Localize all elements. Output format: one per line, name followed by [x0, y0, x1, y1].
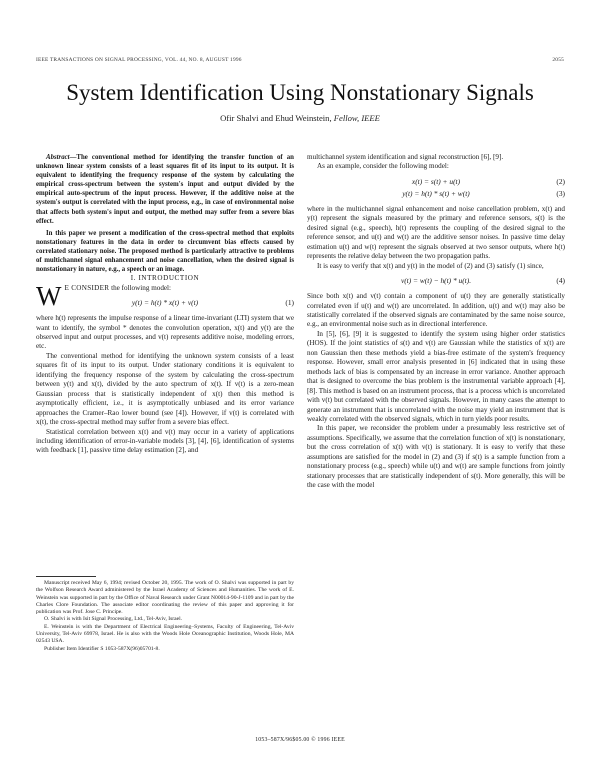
equation-1-expression: y(t) = h(t) * x(t) + v(t) [131, 298, 199, 308]
copyright-line: 1053–587X/96$05.00 © 1996 IEEE [255, 737, 345, 743]
equation-3-expression: y(t) = h(t) * s(t) + w(t) [402, 188, 470, 198]
abstract-label: Abstract— [46, 154, 77, 161]
abstract-paragraph-2: In this paper we present a modification of the cross-spectral method that exploits nonstationary features in the data in order to circumvent bias effects caused by correlated stationary noise. The proposed method is particularly attractive to problems of multichannel signal enhancement and noise cancellation, when the desired signal is nonstationary in nature, e.g., a speech or an image. [36, 229, 294, 274]
footnote-publisher-id: Publisher Item Identifier S 1053-587X(96)05701-8. [44, 645, 160, 652]
paragraph-this-paper: In this paper, we reconsider the problem under a presumably less restrictive set of assumptions. Specifically, we assume that the correlation function of x(t) is nonstationary, but the cross correlation of x(t) with v(t) is stationary. It is easy to verify that these assumptions are satisfied for the model in (2) and (3) if s(t) is a sample function from a nonstationary process (e.g., speech) while u(t) and w(t) are sample functions from jointly stationary processes that are statistically independent of s(t). More generally, this will be the case with the model [307, 424, 565, 490]
equation-4-number: (4) [556, 276, 565, 286]
footnote-affiliation-weinstein: E. Weinstein is with the Department of Electrical Engineering–Systems, Faculty of Engineering, Tel-Aviv University, Tel-Aviv 69978, Israel. He is also with the Woods Hole Oceanographic Institution, Woods Hole, MA 02543 USA. [36, 623, 294, 645]
intro-lead-smallcaps: E CONSIDER [64, 283, 110, 292]
right-continuation: multichannel system identification and signal reconstruction [6], [9]. [307, 153, 504, 161]
author-line [0, 113, 600, 123]
equation-4 [307, 275, 565, 287]
author-names: Ofir Shalvi and Ehud Weinstein, [220, 113, 332, 123]
footnote-affiliation-shalvi: O. Shalvi is with Isit Signal Processing, Ltd., Tel-Aviv, Israel. [44, 616, 183, 623]
intro-paragraph-correlation: Statistical correlation between x(t) and v(t) may occur in a variety of applications including identification of error-in-variable models [3], [4], [6], identification of systems with feedback [1], passive time delay estimation [2], and [36, 427, 294, 455]
abstract-text: The conventional method for identifying the transfer function of an unknown linear system consists of a least squares fit of its input to its output. It is equivalent to identifying the frequency response of the system by calculating the empirical cross-spectrum between the system's input and output divided by the empirical auto-spectrum of the input process. However, if the additive noise at the system's output is correlated with the input process, e.g., in case of environmental noise that affects both system's input and output, the method may suffer from a severe bias effect. [36, 154, 294, 225]
paragraph-hos: In [5], [6], [9] it is suggested to identify the system using higher order statistics (HOS). If the joint statistics of s(t) and v(t) are Gaussian while the statistics of x(t) are non Gaussian then these methods yield a bias-free estimate of the system's frequency response. However, small error analysis presented in [6] indicated that in using these methods lack of bias is compensated by an increase in error variance. Another approach that is designed to overcome the bias problem is the instrumental variable approach [4], [8]. This method is based on an instrument process, that is a process which is uncorrelated with v(t) but correlated with the observed signals. However, in many cases the attempt to generate an instrument that is uncorrelated with the noise may yield an instrument that is weakly correlated with the observed signals, which in turn yields poor results. [307, 329, 565, 423]
left-column [36, 153, 294, 456]
equation-4-expression: v(t) = w(t) − h(t) * u(t). [400, 276, 472, 286]
equation-3-number: (3) [556, 188, 565, 198]
author-status: Fellow, IEEE [333, 113, 380, 123]
abstract [36, 153, 294, 226]
right-column [307, 153, 565, 491]
intro-paragraph-conventional: The conventional method for identifying the unknown system consists of a least squares fit of its input to its output. Under stationary conditions it is equivalent to identifying the frequency response of the system by calculating the cross-spectrum between y(t) and x(t), divided by the auto spectrum of x(t). If v(t) is a zero-mean Gaussian process that is statistically independent of x(t) then this method is asymptotically efficient, i.e., it is asymptotically unbiased and its error variance approaches the Cramer–Rao lower bound (see [4]). However, if v(t) is correlated with x(t), the cross-spectral method may suffer from a severe bias effect. [36, 351, 294, 427]
footnotes [36, 580, 294, 653]
equation-block-2-3 [307, 176, 565, 200]
intro-lead-rest: the following model: [109, 283, 172, 292]
page-number: 2055 [552, 57, 564, 63]
equation-3 [307, 188, 565, 200]
paper-title: System Identification Using Nonstationary Signals [66, 80, 534, 105]
journal-info: IEEE TRANSACTIONS ON SIGNAL PROCESSING, VOL. 44, NO. 8, AUGUST 1996 [36, 57, 242, 63]
intro-paragraph-where: where h(t) represents the impulse response of a linear time-invariant (LTI) system that we want to identify, the symbol * denotes the convolution operation, x(t) and y(t) are the observed input and output processes, and v(t) represents additive noise, modeling errors, etc. [36, 314, 294, 351]
paragraph-where-multichannel: where in the multichannel signal enhancement and noise cancellation problem, x(t) and y(t) represent the signals measured by the primary and reference sensors, s(t) is the desired signal (e.g., speech), h(t) represents the coupling of the desired signal to the reference sensor, and u(t) and w(t) are the additive sensor noises. In passive time delay estimation u(t) and w(t) represent the signals observed at two sensor outputs, where h(t) represents the relative delay between the two propagation paths. [307, 204, 565, 261]
footnote-divider [36, 576, 96, 577]
paragraph-easy-verify: It is easy to verify that x(t) and y(t) in the model of (2) and (3) satisfy (1) since, [317, 261, 544, 270]
section-heading-introduction: I. INTRODUCTION [130, 274, 200, 283]
paragraph-since-both: Since both x(t) and v(t) contain a component of u(t) they are generally statistically correlated even if u(t) and w(t) are uncorrelated. In addition, u(t) and w(t) may also be statistically correlated if the observed signals are contaminated by the same noise source, e.g., an environmental noise such as in directional interference. [307, 292, 565, 329]
equation-1 [36, 297, 294, 309]
example-intro: As an example, consider the following model: [317, 162, 449, 171]
equation-1-number: (1) [285, 298, 294, 308]
footnote-manuscript: Manuscript received May 6, 1994; revised October 20, 1995. The work of O. Shalvi was supported in part by the Wolfson Research Award administered by the Israel Academy of Sciences and Humanities. The work of E. Weinstein was supported in part by the Office of Naval Research under Grant N00014-90-J-1109 and in part by the Charles Clore Foundation. The associate editor coordinating the review of this paper and approving it for publication was Prof. Jose C. Principe. [36, 580, 294, 616]
equation-2-number: (2) [556, 176, 565, 186]
equation-2-expression: x(t) = s(t) + u(t) [411, 176, 461, 186]
equation-2 [307, 176, 565, 188]
drop-cap: W [36, 280, 62, 311]
